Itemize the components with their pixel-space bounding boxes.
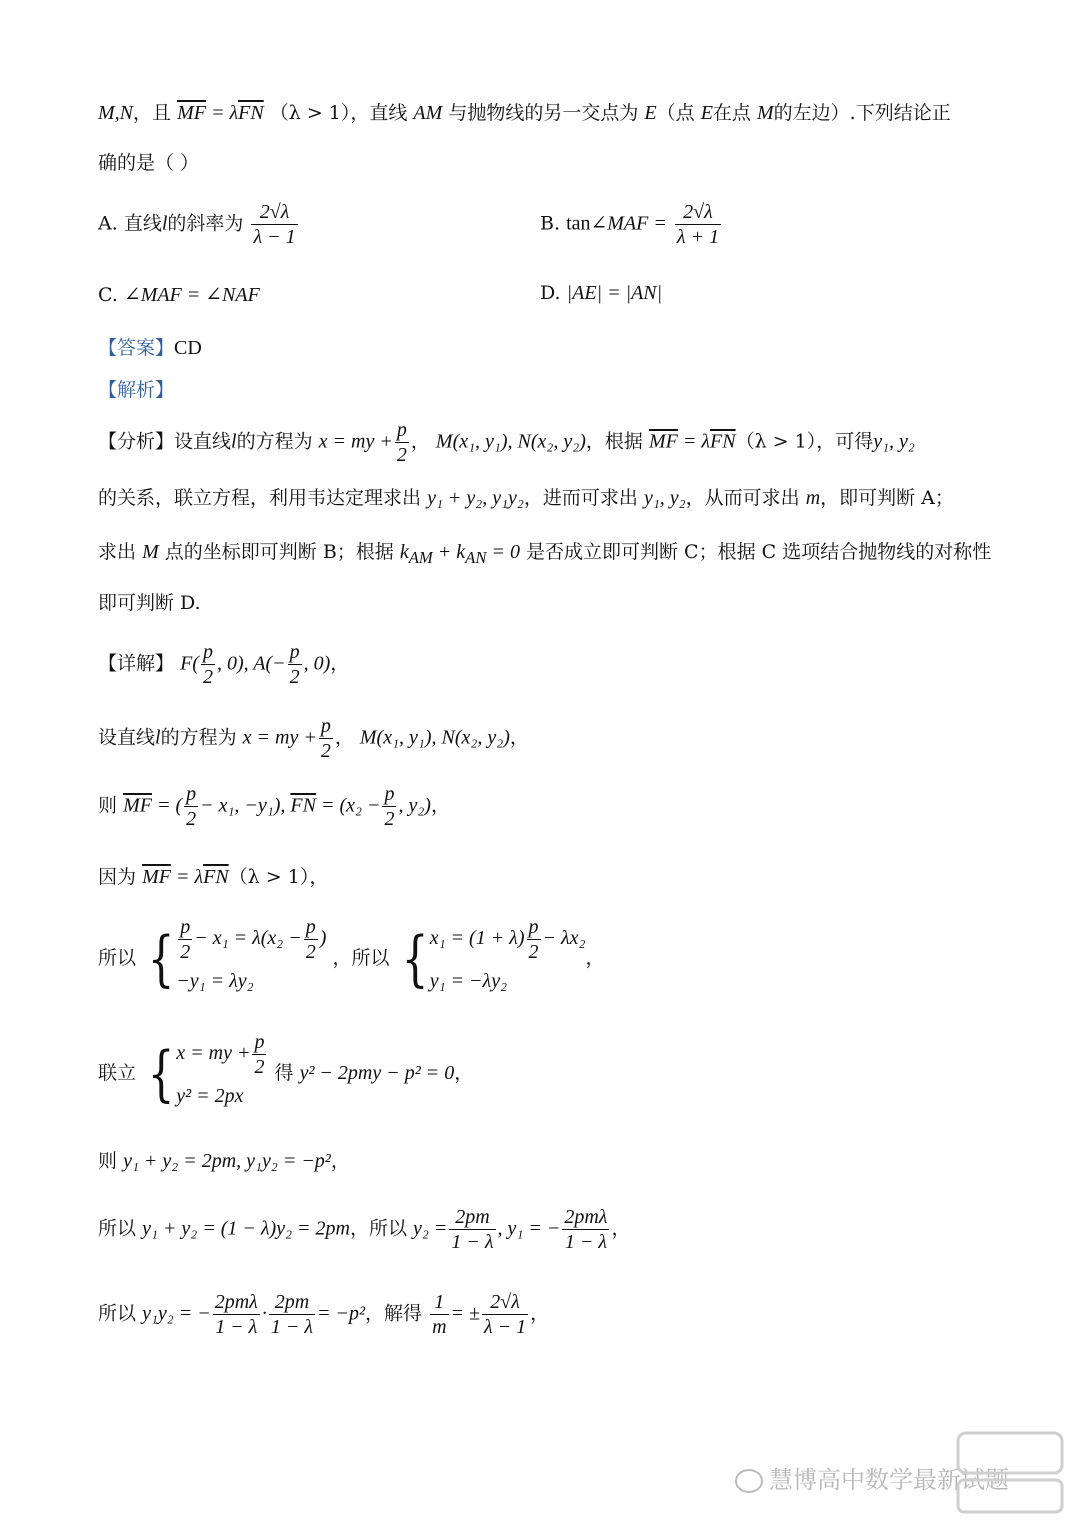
text: tan bbox=[566, 212, 591, 235]
option-c-label: C. bbox=[98, 284, 118, 306]
text: 因为 bbox=[98, 866, 137, 888]
wechat-icon bbox=[735, 1469, 763, 1493]
fenxi-line-1: 【分析】设直线l的方程为 x = my + $\frac{p}{2}$ ， M(x₁, y₁), N(x₂, y₂)，根据 $\overline{MF} = \lambda\overline{FN}(\lambda > 1)$，可得y₁, y₂ bbox=[98, 419, 915, 466]
detail-line-7: 则 y₁ + y₂ = 2pm, y₁y₂ = −p²， bbox=[98, 1150, 350, 1172]
text: 【分析】 bbox=[98, 430, 175, 453]
answer-value: CD bbox=[174, 337, 202, 359]
fenxi-line-4: 即可判断 D. bbox=[98, 592, 201, 614]
option-d: D. |AE| = |AN| bbox=[540, 282, 663, 304]
text: 所以 bbox=[98, 947, 137, 969]
text: ，所以 bbox=[332, 947, 390, 969]
analysis-tag bbox=[98, 375, 990, 402]
option-b-label: B. bbox=[540, 212, 561, 235]
answer-line bbox=[98, 333, 990, 360]
text: 与抛物线的另一交点为 bbox=[448, 102, 639, 124]
text: （λ > 1）， bbox=[228, 866, 329, 888]
text: ，所以 bbox=[349, 1217, 407, 1240]
detail-line-9: 所以 y₁y₂ = − $\frac{\text{2pmλ}}{1 - \lambda}$ · $\frac{2pm}{1 - \lambda}$ = −p²，解得 $\frac{1}{m}$ = ± $\frac{2√\lambda}{\lambda - 1}$ ， bbox=[98, 1291, 550, 1338]
watermark-text: 慧博高中数学最新试题 bbox=[769, 1466, 1009, 1494]
text: （点 bbox=[656, 102, 695, 124]
text: 所以 bbox=[98, 1302, 137, 1325]
text: 联立 bbox=[98, 1062, 137, 1084]
text: 设直线 bbox=[174, 430, 232, 453]
text: ，解得 bbox=[365, 1302, 423, 1325]
option-c: C. ∠MAF = ∠NAF bbox=[98, 284, 260, 306]
option-a: A. 直线l的斜率为 $\frac{2√\lambda}{\lambda - 1}$ bbox=[98, 201, 296, 248]
var-mn: M,N bbox=[98, 102, 133, 124]
text: 【解析】 bbox=[98, 379, 175, 401]
option-d-label: D. bbox=[540, 282, 561, 304]
text: 的关系，联立方程，利用韦达定理求出 bbox=[98, 487, 422, 509]
text: 则 bbox=[98, 1150, 118, 1172]
question-line-1: M,N，且 $\overline{MF} = \lambda\overline{FN}$ （λ > 1），直线 AM 与抛物线的另一交点为 E（点 E在点 M的左边）.下列结论正 bbox=[98, 102, 951, 124]
text: 的左边）.下列结论正 bbox=[773, 102, 951, 124]
fenxi-line-2: 的关系，联立方程，利用韦达定理求出 y₁ + y₂, y₁y₂，进而可求出 y₁, y₂，从而可求出 m，即可判断 A； bbox=[98, 487, 954, 509]
text: 设直线 bbox=[98, 726, 156, 749]
text: 则 bbox=[98, 794, 118, 817]
text: （λ > 1），可得 bbox=[735, 430, 874, 453]
text: ，从而可求出 bbox=[685, 487, 800, 509]
text: 得 bbox=[274, 1062, 294, 1084]
text: 是否成立即可判断 C；根据 C 选项结合抛物线的对称性 bbox=[526, 541, 992, 563]
fenxi-line-3: 求出 M 点的坐标即可判断 B；根据 $k_{AM} + k_{AN} = 0$ 是否成立即可判断 C；根据 C 选项结合抛物线的对称性 bbox=[98, 541, 992, 567]
answer-tag: 【答案】 bbox=[98, 337, 175, 359]
question-line-2: 确的是（ ） bbox=[98, 152, 200, 174]
text: ，根据 bbox=[585, 430, 643, 453]
site-logo-watermark bbox=[950, 1425, 1070, 1520]
text: 点的坐标即可判断 B；根据 bbox=[164, 541, 394, 563]
text: 的斜率为 bbox=[167, 212, 244, 235]
text: 所以 bbox=[98, 1217, 137, 1240]
text: ，进而可求出 bbox=[523, 487, 638, 509]
text: 求出 bbox=[98, 541, 137, 563]
text: ，且 bbox=[133, 102, 172, 124]
text: 在点 bbox=[712, 102, 751, 124]
detail-line-1: 【详解】 F( $\frac{p}{2}$ , 0), A(− $\frac{p}{2}$ , 0)， bbox=[98, 641, 350, 688]
detail-line-3: 则 $\overline{MF}$ = ( $\frac{p}{2}$ − x₁, −y₁), $\overline{FN} = (x_2$ − $\frac{p}{2}$ , y₂)， bbox=[98, 783, 450, 830]
detail-line-4: 因为 $\overline{MF} = \lambda\overline{FN}(\lambda > 1)$， bbox=[98, 866, 329, 888]
text: 直线 bbox=[123, 212, 162, 235]
text: 【详解】 bbox=[98, 652, 175, 675]
detail-line-8: 所以 y₁ + y₂ = (1 − λ)y₂ = 2pm，所以 y₂ = $\frac{2pm}{1 - \lambda}$ , y₁ = − $\frac{\text{2pmλ}}{1 - \lambda}$ ， bbox=[98, 1206, 631, 1253]
text: ，即可判断 A； bbox=[820, 487, 954, 509]
text: 的方程为 bbox=[160, 726, 237, 749]
detail-line-5: 所以 { $\frac{p}{2}$ − x₁ = λ(x₂ − $\frac{p}{2}$ ) −y₁ = λy₂ ，所以 { x₁ = (1 + λ) $\frac{p}{2}$ − λx₂ y₁ = −λy₂ ， bbox=[98, 916, 605, 994]
detail-line-6: 联立 { x = my + $\frac{p}{2}$ y² = 2px 得 y² − 2pmy − p² = 0， bbox=[98, 1031, 474, 1109]
option-a-label: A. bbox=[98, 212, 118, 235]
option-b: B. tan∠MAF = $\frac{2√\lambda}{\lambda + 1}$ bbox=[540, 201, 720, 248]
detail-line-2: 设直线l的方程为 x = my + $\frac{p}{2}$ ， M(x₁, y₁), N(x₂, y₂)， bbox=[98, 715, 529, 762]
text: （λ > 1），直线 bbox=[269, 102, 408, 124]
text: 的方程为 bbox=[236, 430, 313, 453]
